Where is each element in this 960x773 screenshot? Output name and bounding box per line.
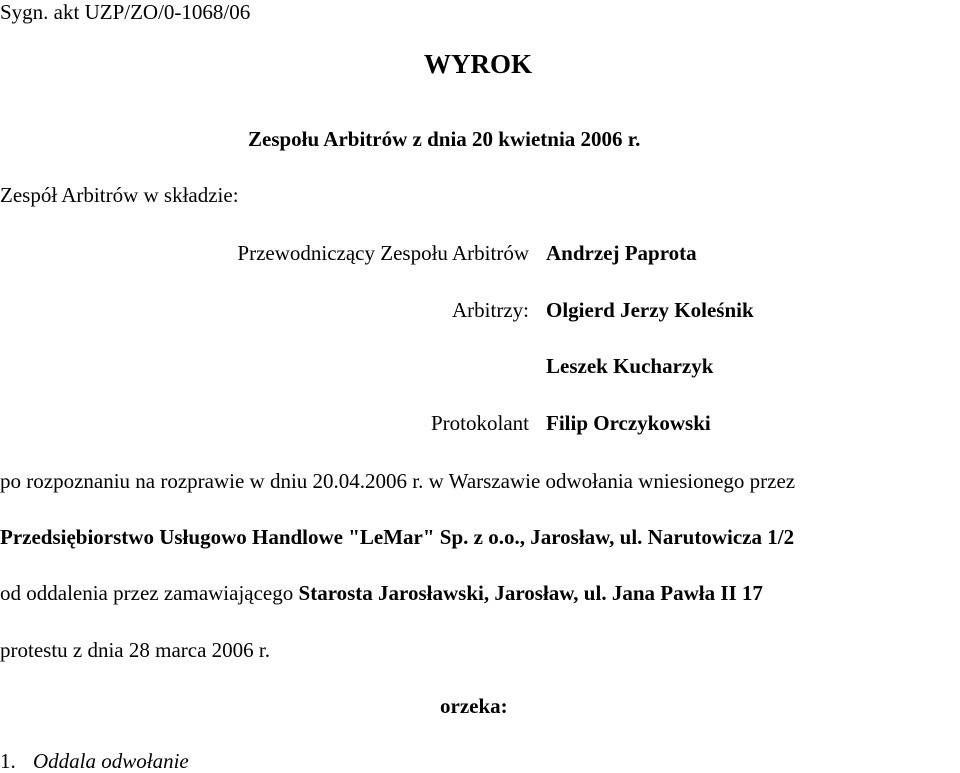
ruling-item xyxy=(0,751,189,772)
body-line-3 xyxy=(0,583,763,604)
chair-name: Andrzej Paprota xyxy=(546,241,697,265)
clerk-name: Filip Orczykowski xyxy=(546,411,711,435)
contracting-authority: Starosta Jarosławski, Jarosław, ul. Jana Pawła II 17 xyxy=(298,581,763,605)
body-line-1: po rozpoznaniu na rozprawie w dniu 20.04.2006 r. w Warszawie odwołania wniesionego przez xyxy=(0,469,796,493)
ruling-item-number: 1. xyxy=(0,749,16,773)
body-line-4: protestu z dnia 28 marca 2006 r. xyxy=(0,638,271,662)
ruling-item-text: Oddala odwołanie xyxy=(33,749,189,773)
document-subtitle: Zespołu Arbitrów z dnia 20 kwietnia 2006 r. xyxy=(248,127,641,151)
appellant: Przedsiębiorstwo Usługowo Handlowe "LeMar" Sp. z o.o., Jarosław, ul. Narutowicza 1/2 xyxy=(0,525,795,549)
arbiters-label: Arbitrzy: xyxy=(452,298,529,322)
panel-intro: Zespół Arbitrów w składzie: xyxy=(0,183,239,207)
arbiter-name-1: Olgierd Jerzy Koleśnik xyxy=(546,298,754,322)
case-signature: Sygn. akt UZP/ZO/0-1068/06 xyxy=(0,0,251,24)
chair-label: Przewodniczący Zespołu Arbitrów xyxy=(237,241,529,265)
arbiter-name-2: Leszek Kucharzyk xyxy=(546,354,714,378)
document-title: WYROK xyxy=(424,49,532,79)
ruling-heading: orzeka: xyxy=(440,694,508,718)
body-line-3-prefix: od oddalenia przez zamawiającego xyxy=(0,581,299,605)
clerk-label: Protokolant xyxy=(431,411,529,435)
